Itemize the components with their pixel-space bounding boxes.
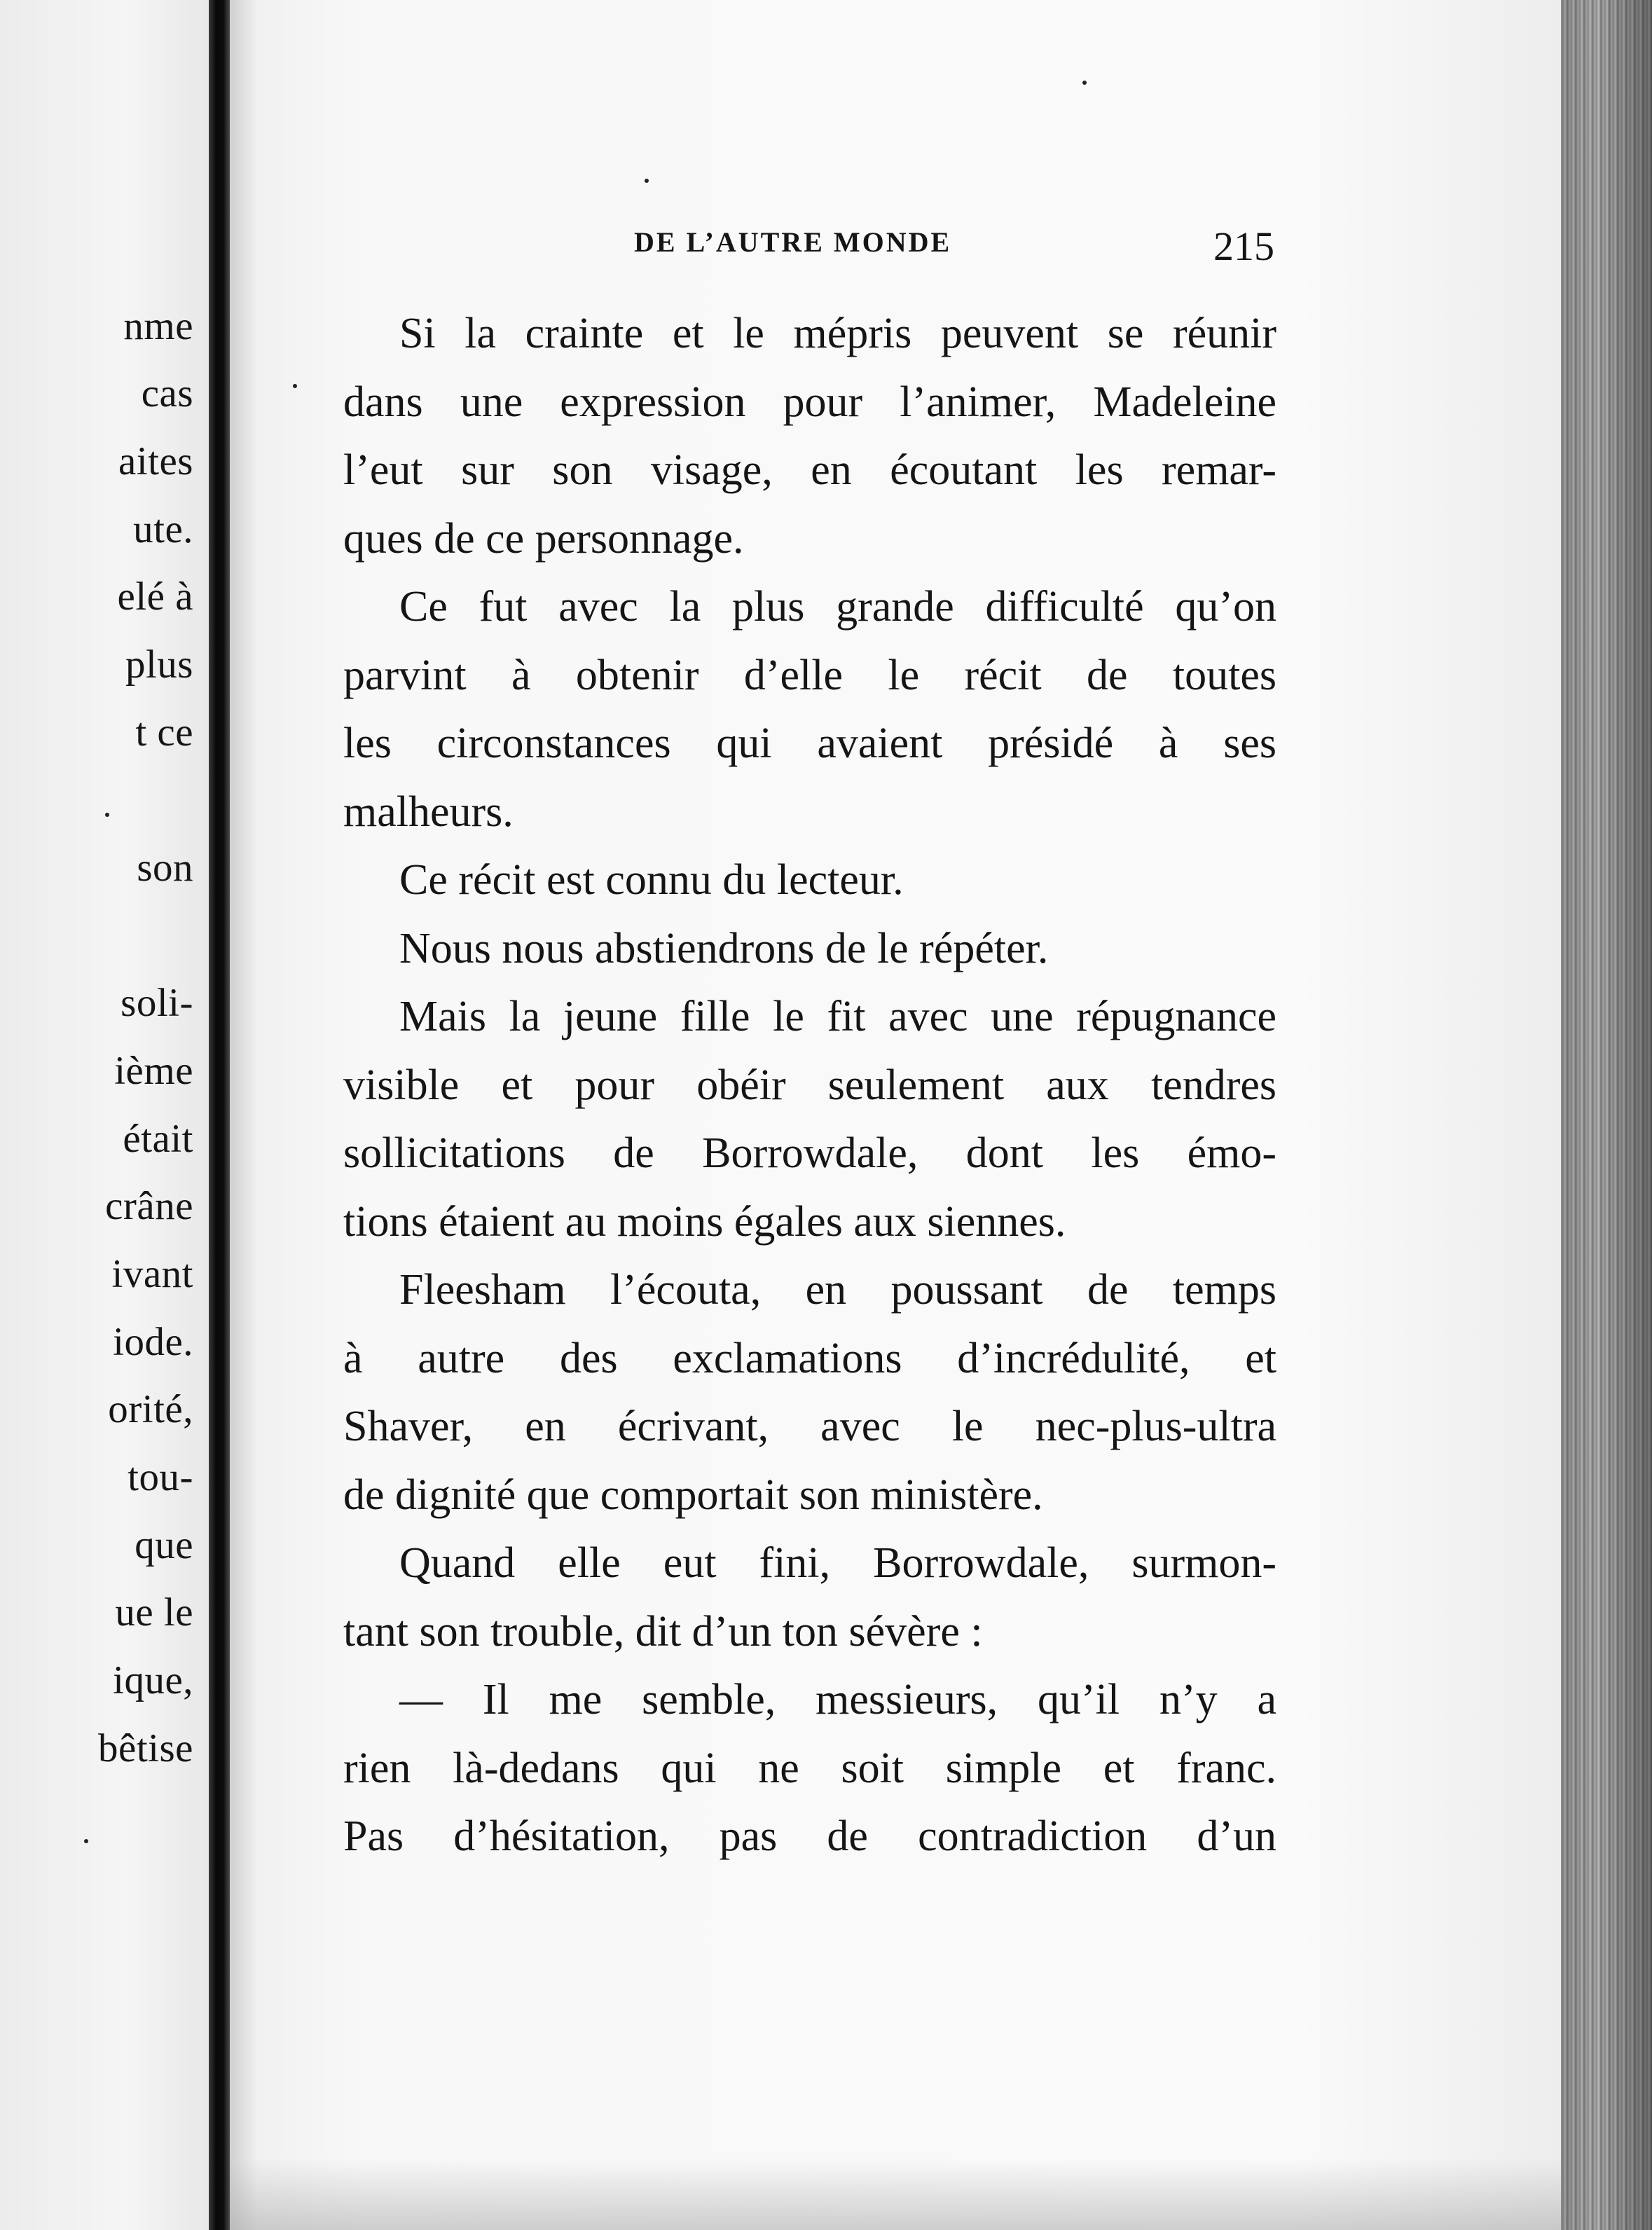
page-edges [1561,0,1652,2230]
text-line: visible et pour obéir seulement aux tendres [343,1061,1276,1109]
left-page-fragment: ivant [111,1252,193,1296]
text-line: Shaver, en écrivant, avec le nec-plus-ultra [343,1403,1276,1450]
ink-speck [645,179,649,183]
left-page-fragment: tou- [128,1455,193,1499]
left-page-fragment: orité, [108,1387,193,1431]
binding-gutter [209,0,230,2230]
text-line: tant son trouble, dit d’un ton sévère : [343,1607,983,1656]
left-page-fragment: ique, [113,1658,193,1702]
text-line: Ce fut avec la plus grande difficulté qu’on [399,583,1276,631]
text-line: les circonstances qui avaient présidé à ses [343,720,1276,767]
left-page-fragment: ième [114,1049,193,1093]
text-line: parvint à obtenir d’elle le récit de toutes [343,651,1276,699]
text-line: à autre des exclamations d’incrédulité, et [343,1334,1276,1382]
text-line: de dignité que comportait son ministère. [343,1471,1043,1519]
ink-speck [105,813,109,817]
left-page-fragment: iode. [113,1320,193,1364]
page-number: 215 [1213,223,1274,269]
left-page-fragment: t ce [135,710,193,755]
left-facing-page [0,0,209,2230]
bottom-page-shadow [230,2158,1561,2230]
text-line: Nous nous abstiendrons de le répéter. [399,924,1049,972]
ink-speck [84,1839,88,1843]
text-line: Fleesham l’écouta, en poussant de temps [399,1266,1276,1314]
text-line: dans une expression pour l’animer, Madeleine [343,378,1276,426]
left-page-fragment: que [135,1523,193,1567]
text-line: Quand elle eut fini, Borrowdale, surmon- [399,1539,1276,1587]
left-page-fragment: nme [123,304,193,348]
left-page-fragment: plus [125,642,193,687]
ink-speck [1082,81,1087,85]
text-line: — Il me semble, messieurs, qu’il n’y a [399,1676,1276,1723]
body-text [343,300,1276,1871]
left-page-fragment: cas [141,371,193,415]
text-line: malheurs. [343,787,514,836]
gutter-shadow [230,0,258,2230]
text-line: Si la crainte et le mépris peuvent se réunir [399,310,1276,357]
left-page-fragment: ute. [133,507,193,551]
text-line: l’eut sur son visage, en écoutant les remar- [343,446,1276,494]
text-line: sollicitations de Borrowdale, dont les émo- [343,1129,1276,1177]
text-line: rien là-dedans qui ne soit simple et franc. [343,1744,1276,1792]
left-page-fragment: crâne [105,1184,193,1228]
ink-speck [293,384,297,388]
left-page-fragment: soli- [121,981,193,1025]
text-line: tions étaient au moins égales aux siennes. [343,1197,1066,1246]
left-page-fragment: aites [118,439,193,483]
running-head: DE L’AUTRE MONDE [634,226,952,258]
text-line: Ce récit est connu du lecteur. [399,856,904,904]
text-line: Pas d’hésitation, pas de contradiction d’un [343,1812,1276,1860]
left-page-fragment: bêtise [98,1726,193,1770]
text-line: ques de ce personnage. [343,514,744,563]
left-page-fragment: son [137,846,193,890]
left-page-fragment: ue le [115,1590,193,1634]
left-page-fragment: était [123,1117,193,1161]
text-line: Mais la jeune fille le fit avec une répugnance [399,993,1276,1040]
left-page-fragment: elé à [117,574,193,619]
